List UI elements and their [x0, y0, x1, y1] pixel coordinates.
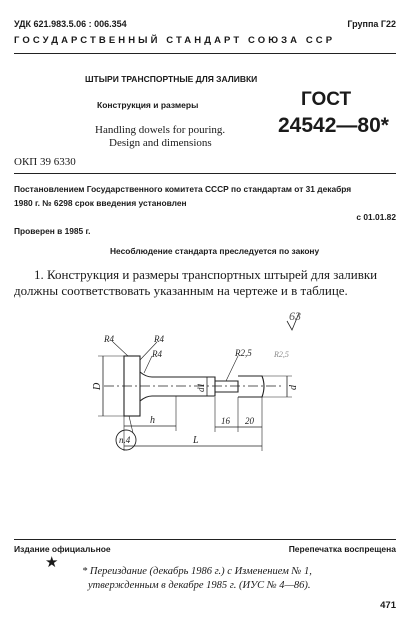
- leader-r25: [226, 356, 238, 381]
- decree-line2: 1980 г. № 6298 срок введения установлен: [14, 198, 187, 208]
- dowel-end: [238, 376, 264, 397]
- decree-line1: Постановлением Государственного комитета СССР по стандартам от 31 декабря: [14, 184, 352, 194]
- gost-label: ГОСТ: [301, 89, 352, 110]
- body-para-line1: 1. Конструкция и размеры транспортных штырей для заливки: [34, 267, 378, 282]
- dowel-groove: [215, 381, 238, 392]
- leader-r4-mid: [144, 356, 152, 373]
- reprint-label: Перепечатка воспрещена: [288, 544, 396, 554]
- label-d: d: [288, 385, 299, 390]
- page-number: 471: [380, 600, 396, 611]
- header-rule: [14, 53, 396, 54]
- warning-line: Несоблюдение стандарта преследуется по закону: [110, 246, 320, 256]
- star-icon: ★: [45, 554, 59, 571]
- note-line2: утвержденным в декабре 1985 г. (ИУС № 4—86).: [88, 580, 311, 591]
- ru-title: ШТЫРИ ТРАНСПОРТНЫЕ ДЛЯ ЗАЛИВКИ: [85, 74, 258, 84]
- callout-label: п.4: [119, 435, 131, 445]
- decree-date: с 01.01.82: [356, 212, 396, 222]
- group-code: Группа Г22: [347, 19, 396, 29]
- label-r4-left: R4: [104, 334, 114, 344]
- footer-rule: [14, 539, 396, 540]
- label-h: h: [150, 415, 155, 426]
- dowel-drawing: [0, 300, 410, 470]
- en-title-line1: Handling dowels for pouring.: [95, 124, 226, 136]
- gost-number: 24542—80*: [278, 114, 389, 137]
- leader-r4-left: [113, 342, 128, 356]
- note-line1: * Переиздание (декабрь 1986 г.) с Изменением № 1,: [82, 566, 312, 577]
- standard-line: ГОСУДАРСТВЕННЫЙ СТАНДАРТ СОЮЗА ССР: [14, 35, 336, 46]
- title-rule: [14, 173, 396, 174]
- ru-subtitle: Конструкция и размеры: [97, 100, 199, 110]
- checked-line: Проверен в 1985 г.: [14, 226, 91, 236]
- label-20: 20: [245, 416, 254, 426]
- edition-label: Издание официальное: [14, 544, 111, 554]
- label-l: L: [193, 435, 199, 446]
- label-d-big: D: [92, 382, 103, 390]
- label-r4-mid: R4: [152, 349, 162, 359]
- label-d1: d1: [196, 383, 206, 392]
- label-roughness: 63: [289, 309, 301, 323]
- label-16: 16: [221, 416, 230, 426]
- body-para-line2: должны соответствовать указанным на чертеже и в таблице.: [14, 283, 348, 298]
- udk-code: УДК 621.983.5.06 : 006.354: [14, 19, 127, 29]
- en-title-line2: Design and dimensions: [109, 137, 212, 149]
- label-r25b: R2,5: [274, 350, 289, 359]
- okp-code: ОКП 39 6330: [14, 156, 76, 168]
- label-r4-top: R4: [154, 334, 164, 344]
- label-r25: R2,5: [235, 348, 252, 358]
